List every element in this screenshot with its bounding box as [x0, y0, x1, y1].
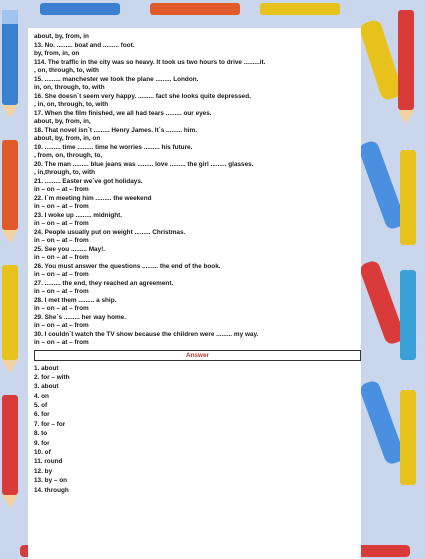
answer-item: 14. through: [34, 486, 69, 494]
answer-item: 3. about: [34, 383, 59, 391]
exercise-line: in – on – at – from: [34, 322, 89, 329]
exercise-line: in – on – at – from: [34, 237, 89, 244]
answer-item: 12. by: [34, 467, 53, 475]
exercise-line: 23. I woke up ......... midnight.: [34, 211, 123, 219]
answer-item: 2. for – with: [34, 373, 70, 381]
answer-header: [34, 350, 361, 361]
exercise-line: in – on – at – from: [34, 203, 89, 210]
answer-item: 4. on: [34, 392, 49, 400]
answer-item: 13. by – on: [34, 477, 68, 485]
exercise-line: 29. She´s ......... her way home.: [34, 313, 126, 321]
answer-item: 1. about: [34, 364, 59, 372]
answer-item: 8. to: [34, 430, 48, 438]
exercise-line: 18. That novel isn´t ......... Henry James. It´s ......... him.: [34, 126, 198, 134]
exercise-line: 19. ......... time ......... time he worries ......... his future.: [34, 143, 193, 151]
exercise-line: about, by, from, in: [34, 33, 89, 40]
exercise-line: 24. People usually put on weight ......... Christmas.: [34, 228, 186, 236]
right-pens: [357, 10, 416, 485]
exercise-line: , in,through, to, with: [34, 169, 96, 176]
answer-item: 11. round: [34, 458, 63, 466]
worksheet: [28, 28, 361, 559]
answer-item: 7. for – for: [34, 420, 66, 428]
answer-item: 10. of: [34, 449, 51, 457]
exercise-line: in – on – at – from: [34, 254, 89, 261]
exercise-line: in, on, through, to, with: [34, 84, 105, 91]
exercise-line: 15. ......... manchester we took the plane ......... London.: [34, 75, 199, 83]
exercise-line: 21. ......... Easter we´ve got holidays.: [34, 177, 143, 185]
answer-list: [34, 364, 357, 495]
exercise-line: 28. I met them ......... a ship.: [34, 296, 117, 304]
exercise-line: about, by, from, in,: [34, 118, 91, 125]
exercise-line: in – on – at – from: [34, 288, 89, 295]
exercise-line: in – on – at – from: [34, 305, 89, 312]
exercise-line: about, by, from, in, on: [34, 135, 101, 142]
answer-label: Answer: [185, 351, 210, 359]
answer-item: 6. for: [34, 411, 50, 419]
worksheet-content: [34, 33, 357, 495]
exercise-line: in – on – at – from: [34, 220, 89, 227]
exercise-line: , on, through, to, with: [34, 67, 99, 74]
exercise-line: 27. ......... the end, they reached an agreement.: [34, 279, 174, 287]
exercise-line: , in, on, through, to, with: [34, 101, 109, 108]
exercise-line: 26. You must answer the questions ......... the end of the book.: [34, 262, 221, 270]
exercise-list: [34, 33, 357, 348]
exercise-line: 114. The traffic in the city was so heavy. It took us two hours to drive .........it.: [34, 58, 266, 66]
exercise-line: in – on – at – from: [34, 186, 89, 193]
exercise-line: 25. See you ......... May!.: [34, 245, 106, 253]
exercise-line: 22. I´m meeting him ......... the weekend: [34, 194, 152, 202]
exercise-line: by, from, in, on: [34, 50, 80, 57]
exercise-line: , from, on, through, to,: [34, 152, 103, 159]
left-pencils: [2, 10, 18, 508]
exercise-line: 17. When the film finished, we all had tears ......... our eyes.: [34, 109, 212, 117]
answer-item: 5. of: [34, 402, 48, 410]
exercise-line: in – on – at – from: [34, 271, 89, 278]
exercise-line: 30. I couldn´t watch the TV show because the children were ......... my way.: [34, 330, 259, 338]
answer-item: 9. for: [34, 439, 50, 447]
exercise-line: in – on – at – from: [34, 339, 89, 346]
exercise-line: 20. The man ......... blue jeans was ......... love ......... the girl ......... glasses.: [34, 160, 254, 168]
exercise-line: 16. She doesn´t seem very happy. ......... fact she looks quite depressed.: [34, 92, 251, 100]
exercise-line: 13. No. ......... boat and ......... foot.: [34, 41, 135, 49]
